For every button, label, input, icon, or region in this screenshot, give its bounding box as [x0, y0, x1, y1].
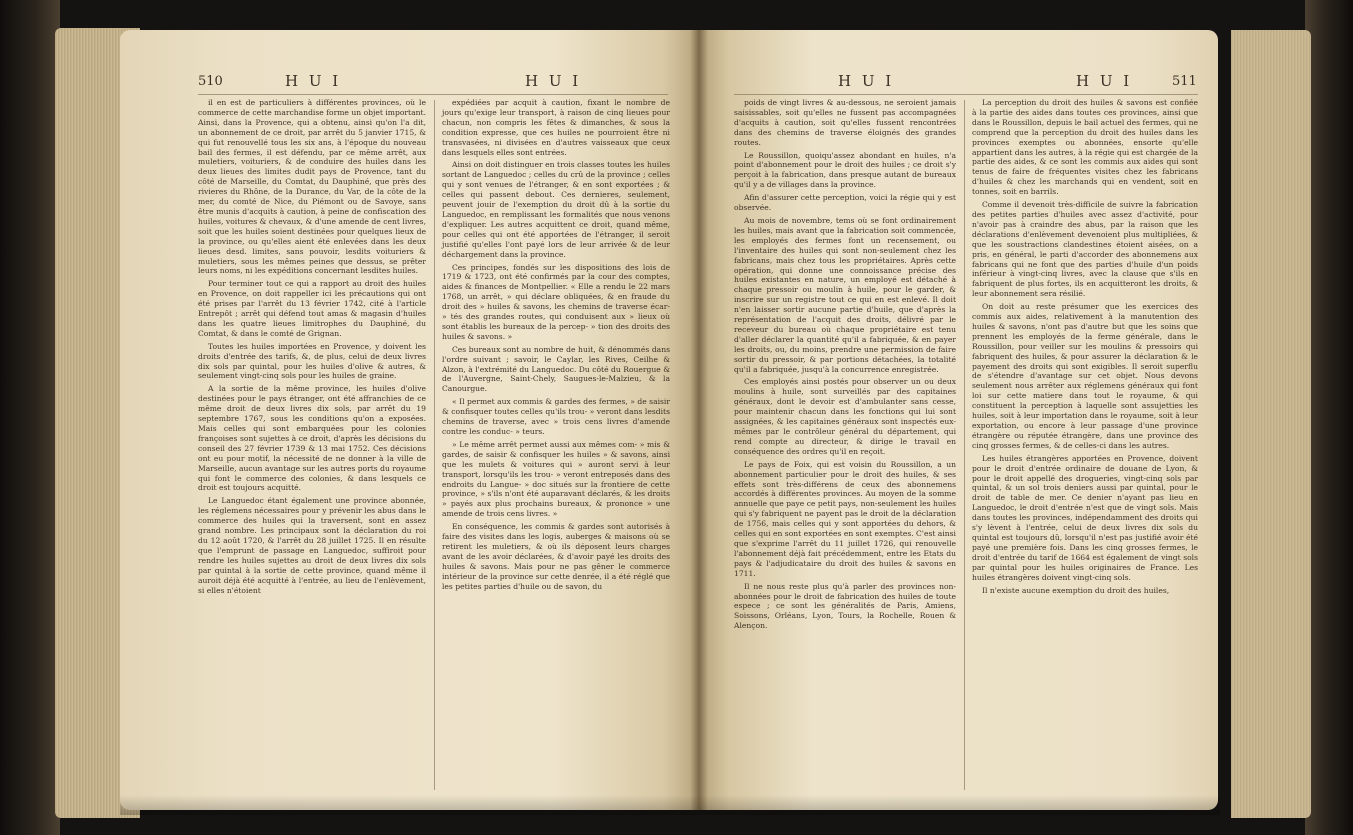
paragraph: Ainsi on doit distinguer en trois classes toutes les huiles sortant de Languedoc ; celles du crû de la province ; celles qui y sont venues de l'étranger, & en sont exportées ; & celles qui passent debout. Ces dernieres, seulement, peuvent jouir de l'exemption du droit dû à la sortie du Languedoc, en remplissant les formalités que nous venons d'expliquer. Les autres acquittent ce droit, quand même, pour celles qui ont été apportées de l'étranger, il seroit justifié qu'elles l'ont payé lors de leur arrivée & de leur déchargement dans la province. [442, 160, 670, 259]
paragraph: Il ne nous reste plus qu'à parler des provinces non-abonnées pour le droit de fabrication des huiles de toute espece ; ce sont les généralités de Paris, Amiens, Soissons, Orléans, Lyon, Tours, la Rochelle, Rouen & Alençon. [734, 581, 956, 631]
text-column-2 [442, 98, 670, 595]
paragraph: Ces bureaux sont au nombre de huit, & dénommés dans l'ordre suivant ; savoir, le Caylar, les Rives, Ceilhe & Alzon, à l'extrémité du Languedoc. Du côté du Rouergue & de l'Auvergne, Saint-Chely, Saugues-le-Malzieu, & la Canourgue. [442, 344, 670, 394]
page-edges-right [1231, 30, 1311, 818]
paragraph: Il n'existe aucune exemption du droit des huiles, [982, 585, 1170, 595]
paragraph: expédiées par acquit à caution, fixant le nombre de jours qu'exige leur transport, à raison de cinq lieues pour chacun, non compris les fêtes & dimanches, & sous la condition expresse, que ces huiles ne pourroient être ni transvasées, ni divisées en d'autres vaisseaux que ceux dans lesquels elles sont entrées. [442, 98, 670, 157]
paragraph: Pour terminer tout ce qui a rapport au droit des huiles en Provence, on doit rappeller ici les précautions qui ont été prises par l'arrêt du 13 février 1742, cité à l'article Entrepôt ; arrêt qui défend tout amas & magasin d'huiles dans les quatre lieues limitrophes du Dauphiné, du Comtat, & dans le comté de Grignan. [198, 279, 426, 338]
paragraph: Le pays de Foix, qui est voisin du Roussillon, a un abonnement particulier pour le droit des huiles, & ses effets sont très-différens de ceux des abonnemens accordés à différentes provinces. Au moyen de la somme annuelle que paye ce petit pays, non-seulement les huiles qui s'y fabriquent ne payent pas le droit de la déclaration de 1756, mais celles qui y sont apportées du dehors, & celles qui en sont exportées en sont exemptes. C'est ainsi que s'exprime l'arrêt du 11 juillet 1726, qui renouvelle l'abonnement déjà fait précédemment, entre les Etats du pays & l'adjudicataire du droit des huiles & savons en 1711. [734, 459, 957, 578]
right-page [698, 30, 1218, 810]
paragraph: il en est de particuliers à différentes provinces, où le commerce de cette marchandise forme un objet important. Ainsi, dans la Provence, qui a obtenu, ainsi qu'on l'a dit, un abonnement de ce droit, par arrêt du 5 janvier 1715, & qui fut renouvellé tous les six ans, à l'époque du nouveau bail des fermes, il est défendu, par ce même arrêt, aux muletiers, voituriers, & de conduire des huiles dans les deux lieues des limites dudit pays de Provence, tant du côté de Marseille, du Comtat, du Dauphiné, que près des rivieres du Rhône, de la Durance, du Var, de la côte de la mer, du comté de Nice, du Piémont ou de Savoye, sans être munis d'acquits à caution, à peine de confiscation des huiles, voitures & chevaux, & d'une amende de cent livres, soit que les huiles soient destinées pour quelques lieux de la province, ou qu'elles aient été enlevées dans les deux lieues desd. limites, sans pouvoir, lesdits voituriers & muletiers, sous les mêmes peines que dessus, se prêter leurs noms, ni les expéditions concernant lesdites huiles. [198, 98, 426, 276]
running-head: H U I [838, 72, 895, 90]
column-rule [434, 100, 435, 790]
paragraph: Ces employés ainsi postés pour observer un ou deux moulins à huile, sont surveillés par des capitaines généraux, dont le devoir est d'ambulanter sans cesse, pour maintenir chacun dans les fonctions qui lui sont assignées, & les capitaines généraux sont inspectés eux-mêmes par le contrôleur général du département, qui rend compte au directeur, & dirige le travail en conséquence des ordres qu'il en reçoit. [734, 377, 956, 456]
paragraph: Afin d'assurer cette perception, voici la régie qui y est observée. [734, 193, 956, 213]
header-rule [734, 94, 1198, 95]
paragraph: Au mois de novembre, tems où se font ordinairement les huiles, mais avant que la fabrication soit commencée, les employés des fermes font un recensement, ou l'inventaire des huiles qui sont non-seulement chez les fabricans, mais chez tous les propriétaires. Après cette opération, qui donne une connoissance précise des huiles existantes en nature, un employé est détaché à chaque pressoir ou moulin à huile, pour le garder, & inscrire sur un registre tout ce qui en est enlevé. Il doit n'en laisser sortir aucune partie d'huile, que d'après la représentation de l'acquit des droits, délivré par le receveur du bureau où chaque propriétaire est tenu d'aller déclarer la quantité qu'il a fabriquée, & en payer les droits, ou, du moins, prendre une permission de faire sortir du pressoir, & par portions détachées, la totalité qu'il a fabriquée, jusqu'à la concurrence enregistrée. [734, 215, 956, 374]
paragraph: Les huiles étrangères apportées en Provence, doivent pour le droit d'entrée ordinaire de douane de Lyon, & pour le droit appellé des drogueries, vingt-cinq sols par quintal, & un sol trois deniers aussi par quintal, pour le droit de table de mer. Ce denier n'ayant pas lieu en Languedoc, le droit d'entrée n'est que de vingt sols. Mais dans toutes les provinces, indépendamment des droits qui s'y lèvent à l'entrée, celui de deux livres dix sols du quintal est toujours dû, lorsqu'il n'est pas justifié avoir été payé une première fois. Dans les cinq grosses fermes, le droit d'entrée du tarif de 1664 est également de vingt sols par quintal pour les huiles originaires de France. Les huiles étrangères doivent vingt-cinq sols. [972, 453, 1198, 582]
running-head: H U I [1076, 72, 1133, 90]
paragraph: Toutes les huiles importées en Provence, y doivent les droits d'entrée des tarifs, &, de plus, celui de deux livres dix sols par quintal, pour les huiles d'olive & autres, & seulement vingt-cinq sols pour les huiles de graine. [198, 341, 426, 381]
paragraph: Comme il devenoit très-difficile de suivre la fabrication des petites parties d'huiles avec assez d'activité, pour n'avoir pas à craindre des abus, par la raison que les déclarations d'enlèvement devenoient plus multipliées, & que les soustractions clandestines étoient aisées, on a pris, en général, le parti d'accorder des abonnemens aux fabricans qui ne font que des parties d'huile d'un poids inférieur à vingt-cinq livres, avec la clause que s'ils en fabriquent de plus fortes, ils en acquitteront les droits, & leur abonnement sera résilié. [972, 200, 1198, 299]
paragraph: Ces principes, fondés sur les dispositions des lois de 1719 & 1723, ont été confirmés par la cour des comptes, aides & finances de Montpellier. « Elle a rendu le 22 mars 1768, un arrêt, » qui déclare obliquées, & en fraude du droit des » huiles & savons, les chemins de traverse écar- » tés des grandes routes, qui conduisent aux » lieux où sont établis les bureaux de la percep- » tion des droits des huiles & savons. » [442, 262, 670, 341]
text-column-1 [734, 98, 956, 634]
book-gutter [690, 30, 708, 810]
running-head: H U I [525, 72, 582, 90]
text-column-1 [198, 98, 426, 598]
header-rule [198, 94, 668, 95]
paragraph: La perception du droit des huiles & savons est confiée à la partie des aides dans toutes ces provinces, ainsi que dans le Roussillon, depuis le bail actuel des fermes, qui ne comprend que la perception du droit des huiles dans les provinces exemptes ou abonnées, ensorte qu'elle appartient dans les autres, à la régie qui est chargée de la partie des aides, & ce sont les commis aux aides qui sont tenus de faire de fréquentes visites chez les fabricans d'huiles & chez les marchands qui en vendent, soit en tonnes, soit en barrils. [972, 98, 1198, 197]
paragraph: » Le même arrêt permet aussi aux mêmes com- » mis & gardes, de saisir & confisquer les huiles » & savons, ainsi que les mulets & voitures qui » auront servi à leur transport, lorsqu'ils les trou- » veront entreposés dans des endroits du Langue- » doc situés sur la frontiere de cette province, » s'ils n'ont été auparavant déclarés, & les droits » payés aux plus prochains bureaux, & prononce » une amende de trois cens livres. » [442, 439, 670, 519]
paragraph: poids de vingt livres & au-dessous, ne seroient jamais saisissables, soit qu'elles ne fussent pas accompagnées d'acquits à caution, soit qu'elles fussent rencontrées dans des chemins de traverse éloignés des grandes routes. [734, 98, 956, 147]
bottom-shadow [120, 795, 1220, 815]
left-page [120, 30, 698, 810]
book-cover-left [0, 0, 60, 835]
running-head: H U I [285, 72, 342, 90]
paragraph: Le Languedoc étant également une province abonnée, les réglemens nécessaires pour y prévenir les abus dans le commerce des huiles qui la traversent, sont en assez grand nombre. Les principaux sont la déclaration du roi du 12 août 1720, & l'arrêt du 28 juillet 1725. Il en résulte que l'emprunt de passage en Languedoc, suffiroit pour rendre les huiles sujettes au droit de deux livres dix sols par quintal à la sortie de cette province, quand même il auroit déjà été acquitté à l'entrée, au lieu de l'enlèvement, si elles n'étoient [198, 496, 426, 595]
column-rule [964, 100, 965, 790]
paragraph: On doit au reste présumer que les exercices des commis aux aides, relativement à la manutention des huiles & savons, n'ont pas d'autre but que les soins que prennent les employés de la ferme générale, dans le Roussillon, pour veiller sur les moulins & pressoirs qui fabriquent des huiles, & pour assurer la déclaration & le payement des droits qui sont exigibles. Il seroit superflu de s'étendre d'avantage sur cet objet. Nous devons seulement nous arrêter aux réglemens généraux qui font loi sur cette matiere dans tout le royaume, & qui constituent la perception à laquelle sont assujetties les huiles, soit à leur importation dans le royaume, soit à leur exportation, ou encore à leur passage d'une province étrangère ou réputée étrangère, dans une province des cinq grosses fermes, & de celles-ci dans les autres. [972, 302, 1198, 450]
page-number: 511 [1172, 74, 1197, 89]
page-number: 510 [198, 74, 223, 89]
paragraph: « Il permet aux commis & gardes des fermes, » de saisir & confisquer toutes celles qu'ils trou- » veront dans lesdits chemins de traverse, avec » trois cens livres d'amende contre les conduc- » teurs. [442, 397, 670, 436]
text-column-2 [972, 98, 1198, 598]
paragraph: En conséquence, les commis & gardes sont autorisés à faire des visites dans les logis, auberges & maisons où se retirent les muletiers, & où ils déposent leurs charges avant de les avoir déclarées, & d'avoir payé les droits des huiles & savons. Mais pour ne pas gêner le commerce intérieur de la province sur cette denrée, il a été réglé que les petites parties d'huile ou de savon, du [442, 522, 670, 591]
paragraph: A la sortie de la même province, les huiles d'olive destinées pour le pays étranger, ont été affranchies de ce même droit de deux livres dix sols, par arrêt du 19 septembre 1767, sous les conditions qu'on a exposées. Mais celles qui sont embarquées pour les colonies françoises sont sujettes à ce droit, d'après les décisions du conseil des 27 février 1739 & 13 mai 1752. Ces décisions ont eu pour motif, la nécessité de ne donner à la ville de Marseille, aucun avantage sur les autres ports du royaume qui font le commerce des colonies, & dans lesquels ce droit est toujours acquitté. [198, 384, 426, 493]
paragraph: Le Roussillon, quoiqu'assez abondant en huiles, n'a point d'abonnement pour le droit des huiles ; ce droit s'y perçoit à la fabrication, dans presque autant de bureaux qu'il y a de villages dans la province. [734, 150, 956, 190]
book-cover-right [1305, 0, 1353, 835]
